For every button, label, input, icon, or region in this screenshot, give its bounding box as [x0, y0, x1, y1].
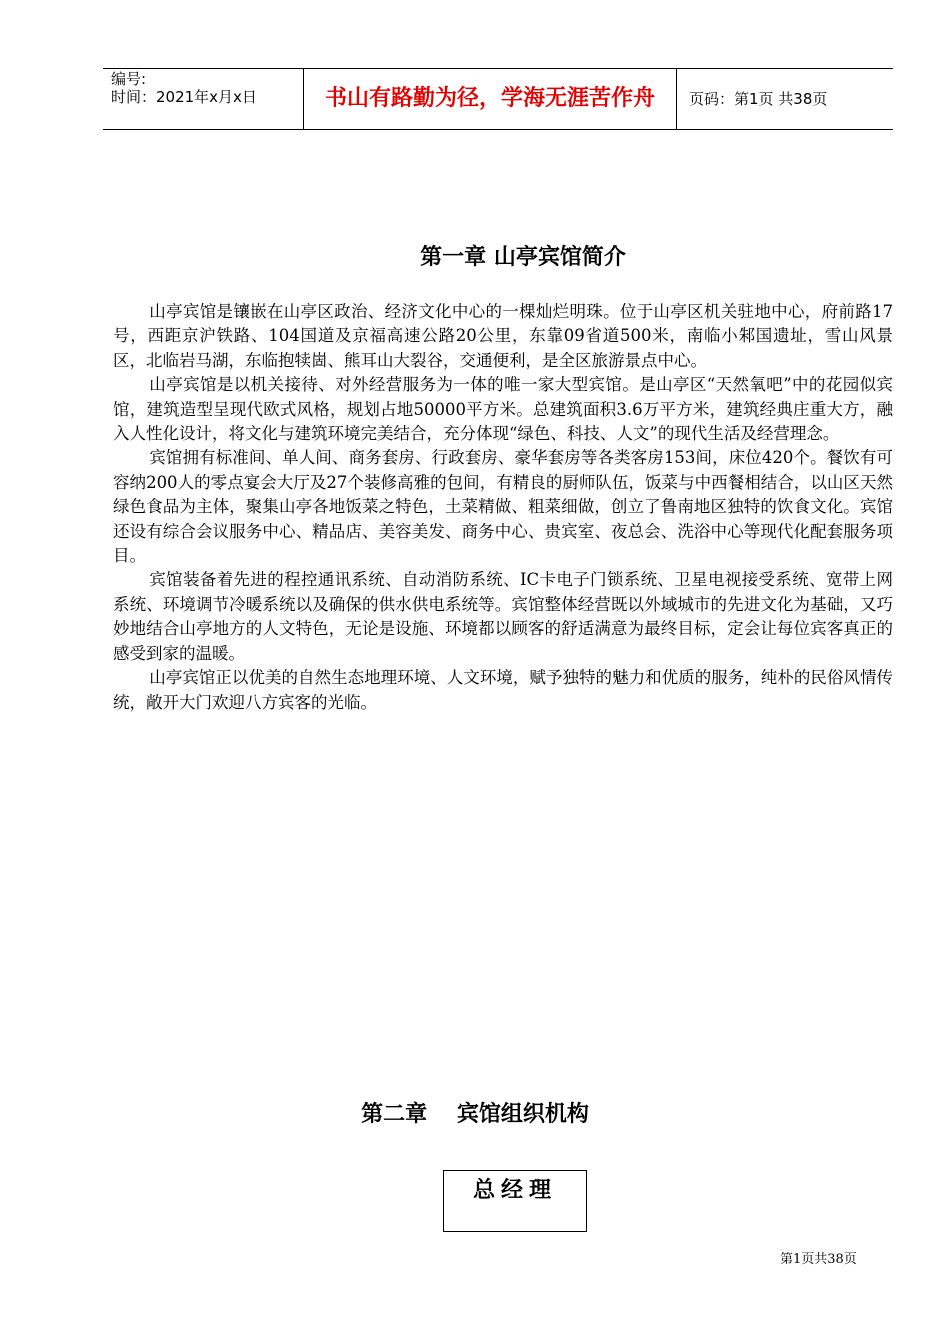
time-label: 时间：2021年x月x日	[111, 88, 257, 106]
page-header	[103, 68, 893, 130]
paragraph: 山亭宾馆是镶嵌在山亭区政治、经济文化中心的一棵灿烂明珠。位于山亭区机关驻地中心，府前路17号，西距京沪铁路、104国道及京福高速公路20公里，东靠09省道500米，南临小邾国遗址，雪山风景区，北临岩马湖，东临抱犊崮、熊耳山大裂谷，交通便利，是全区旅游景点中心。	[113, 302, 893, 370]
chapter1-body	[113, 300, 893, 715]
paragraph: 宾馆装备着先进的程控通讯系统、自动消防系统、IC卡电子门锁系统、卫星电视接受系统、宽带上网系统、环境调节冷暖系统以及确保的供水供电系统等。宾馆整体经营既以外域城市的先进文化为基础，又巧妙地结合山亭地方的人文特色，无论是设施、环境都以顾客的舒适满意为最终目标，定会让每位宾客真正的感受到家的温暖。	[113, 570, 893, 663]
header-meta	[103, 69, 303, 129]
serial-label: 编号:	[111, 70, 147, 88]
chapter2-title: 第二章 宾馆组织机构	[361, 1102, 589, 1127]
paragraph: 山亭宾馆正以优美的自然生态地理环境、人文环境，赋予独特的魅力和优质的服务，纯朴的民俗风情传统，敞开大门欢迎八方宾客的光临。	[113, 668, 893, 712]
chapter1-title: 第一章 山亭宾馆简介	[420, 245, 626, 270]
org-chart-general-manager-box: 总经理	[443, 1170, 587, 1232]
header-motto: 书山有路勤为径，学海无涯苦作舟	[303, 69, 677, 129]
paragraph: 宾馆拥有标准间、单人间、商务套房、行政套房、豪华套房等各类客房153间，床位420个。餐饮有可容纳200人的零点宴会大厅及27个装修高雅的包间，有精良的厨师队伍，饭菜与中西餐相结合，以山区天然绿色食品为主体，聚集山亭各地饭菜之特色，土菜精做、粗菜细做，创立了鲁南地区独特的饮食文化。宾馆还设有综合会议服务中心、精品店、美容美发、商务中心、贵宾室、夜总会、洗浴中心等现代化配套服务项目。	[113, 448, 893, 566]
page-footer: 第1页共38页	[780, 1252, 857, 1267]
paragraph: 山亭宾馆是以机关接待、对外经营服务为一体的唯一家大型宾馆。是山亭区“天然氧吧”中的花园似宾馆，建筑造型呈现代欧式风格，规划占地50000平方米。总建筑面积3.6万平方米，建筑经典庄重大方，融入人性化设计，将文化与建筑环境完美结合，充分体现“绿色、科技、人文”的现代生活及经营理念。	[113, 375, 893, 444]
header-page-info: 页码：第1页 共38页	[689, 90, 828, 108]
